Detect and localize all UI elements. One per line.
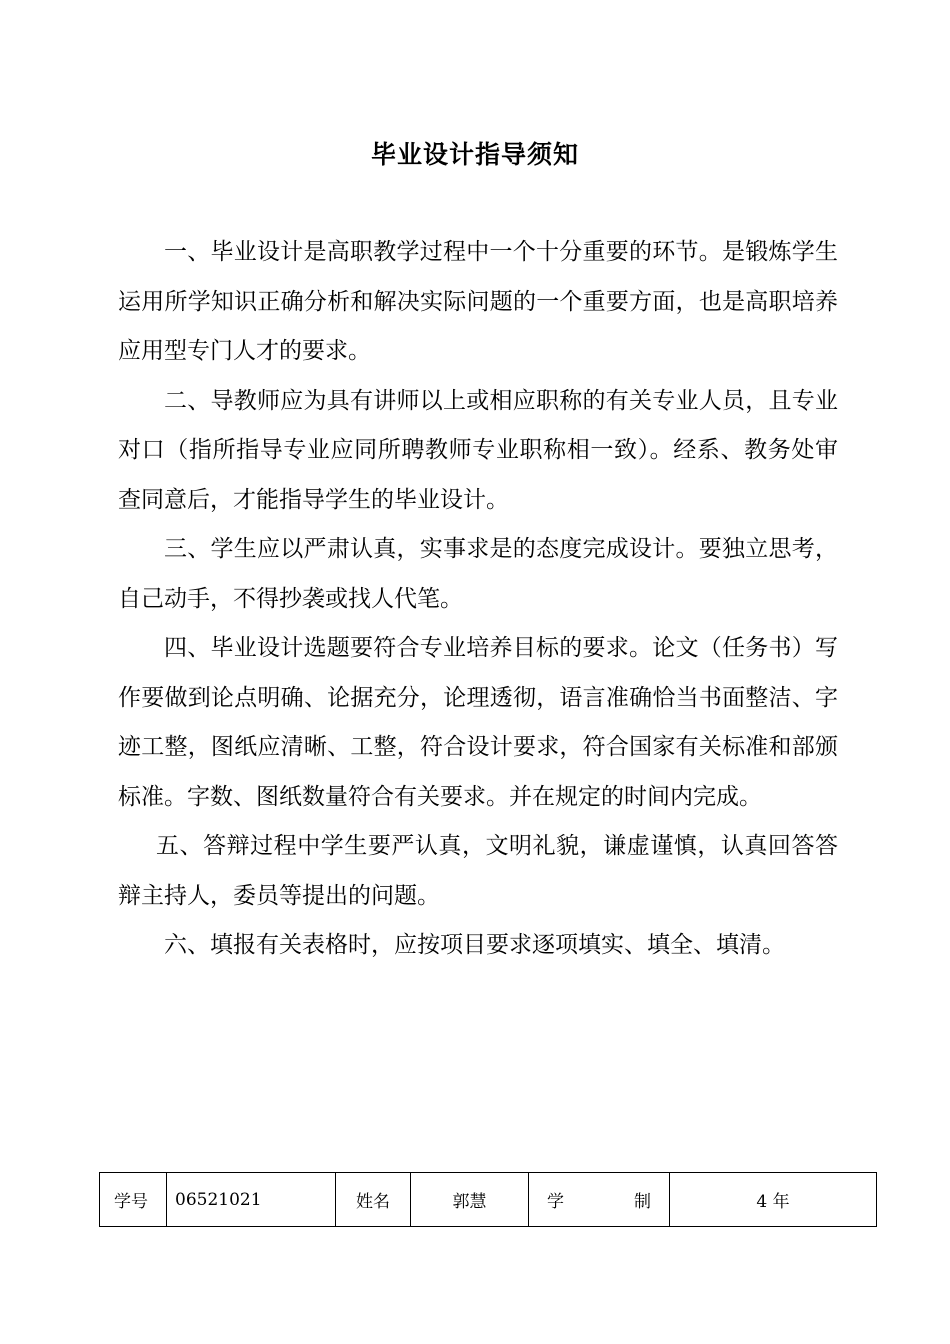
program-length-label: 学制 [529,1173,670,1227]
paragraph-6: 六、填报有关表格时，应按项目要求逐项填实、填全、填清。 [164,932,785,958]
document-title: 毕业设计指导须知 [370,140,579,169]
paragraph-1: 一、毕业设计是高职教学过程中一个十分重要的环节。是锻炼学生运用所学知识正确分析和解决实际问题的一个重要方面，也是高职培养应用型专门人才的要求。 [118,239,838,364]
student-id-label: 学号 [100,1173,167,1227]
document-body [118,228,838,971]
paragraph-3: 三、学生应以严肃认真，实事求是的态度完成设计。要独立思考，自己动手，不得抄袭或找人代笔。 [118,536,838,612]
paragraph-2: 二、导教师应为具有讲师以上或相应职称的有关专业人员，且专业对口（指所指导专业应同所聘教师专业职称相一致）。经系、教务处审查同意后，才能指导学生的毕业设计。 [118,387,838,513]
paragraph-5: 五、答辩过程中学生要严认真，文明礼貌，谦虚谨慎，认真回答答辩主持人，委员等提出的问题。 [118,833,838,909]
student-info-table [99,1172,877,1227]
name-value: 郭慧 [411,1173,529,1227]
program-length-value: 4 年 [670,1173,877,1227]
name-label: 姓名 [336,1173,411,1227]
table-row [100,1173,877,1227]
paragraph-4: 四、毕业设计选题要符合专业培养目标的要求。论文（任务书）写作要做到论点明确、论据充分，论理透彻，语言准确恰当书面整洁、字迹工整，图纸应清晰、工整，符合设计要求，符合国家有关标准和部颁标准。字数、图纸数量符合有关要求。并在规定的时间内完成。 [118,635,838,810]
student-id-value: 06521021 [167,1173,336,1227]
